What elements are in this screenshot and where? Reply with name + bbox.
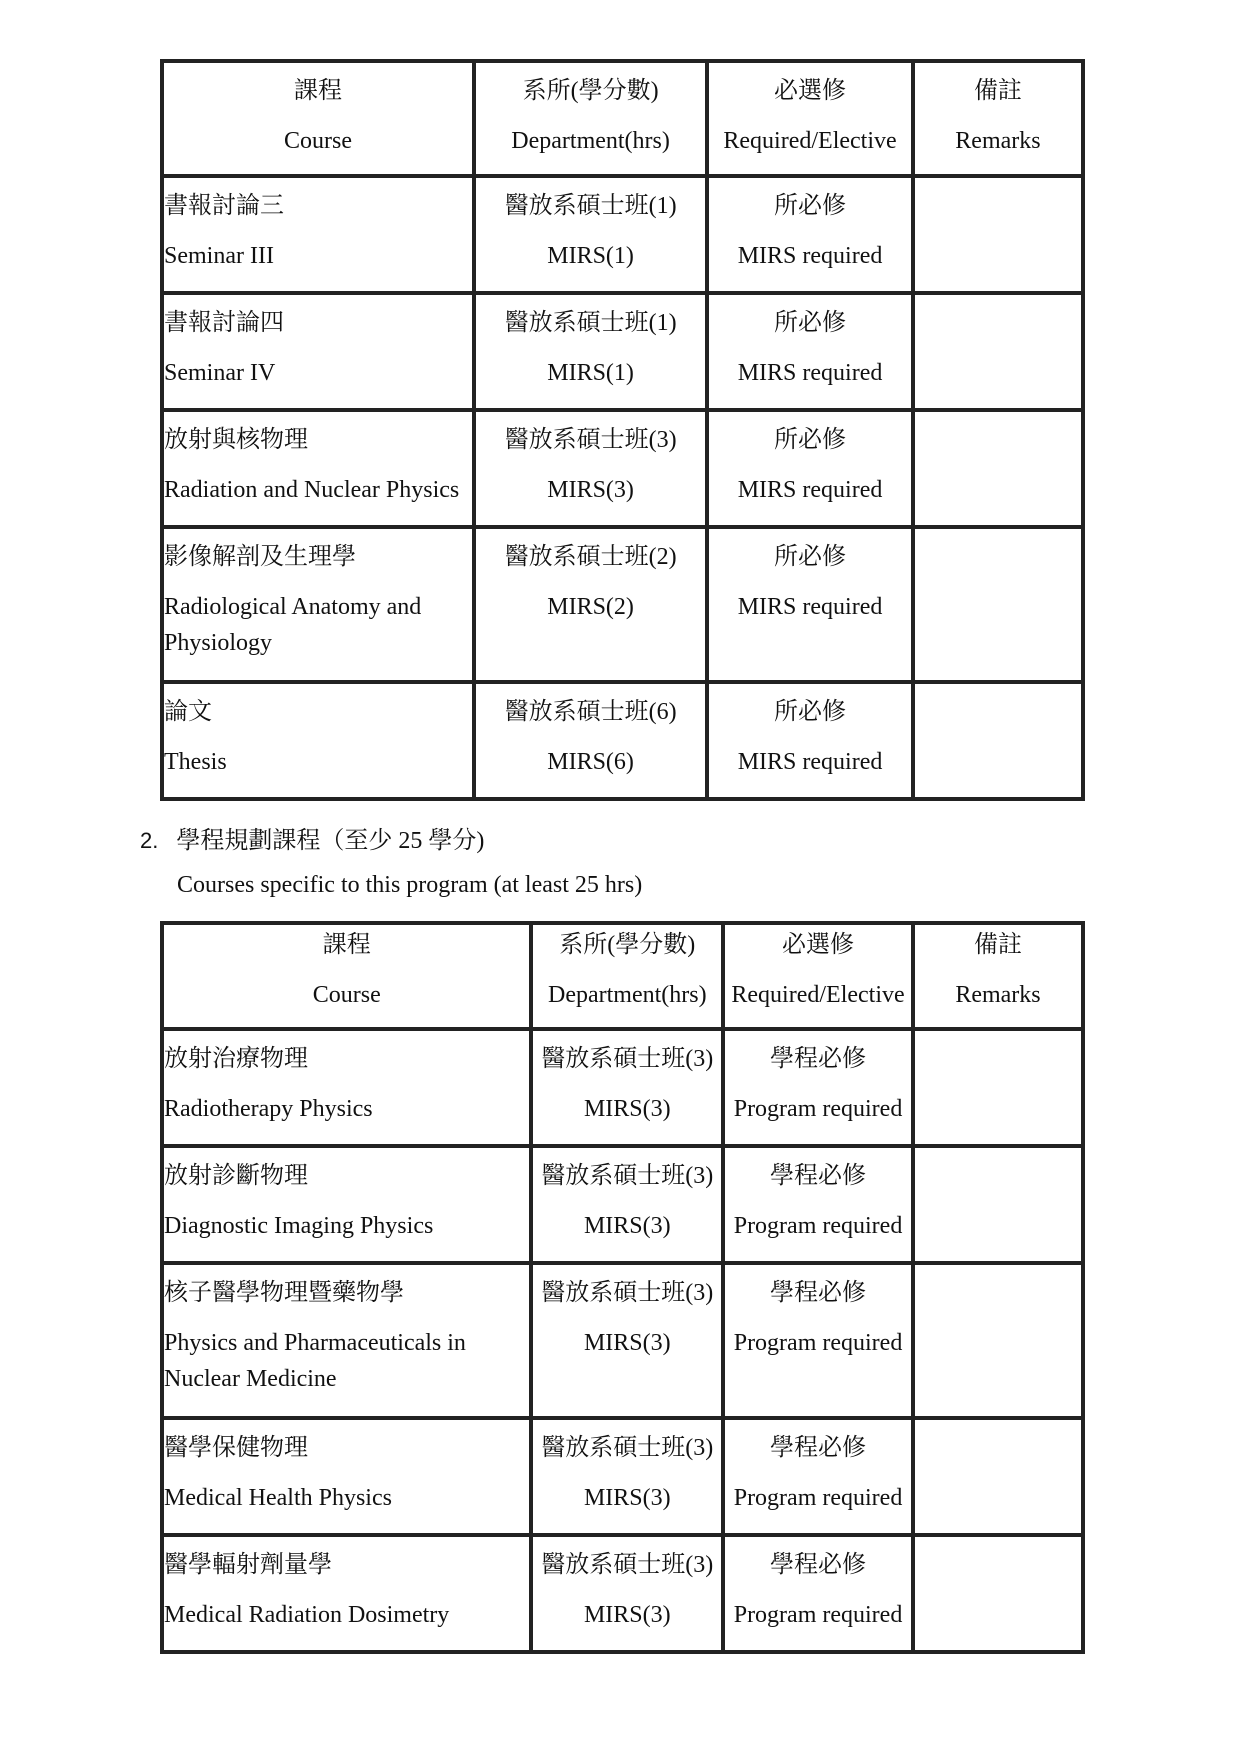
table-row [162, 293, 1083, 410]
remarks-cell [913, 1029, 1083, 1146]
course-cell: 醫學輻射劑量學 Medical Radiation Dosimetry [162, 1535, 531, 1652]
course-cell: 核子醫學物理暨藥物學 Physics and Pharmaceuticals in Nuclear Medicine [162, 1263, 531, 1418]
table-header-row [162, 923, 1083, 1029]
section-2-heading [140, 820, 484, 855]
department-cell: 醫放系碩士班(1) MIRS(1) [474, 176, 707, 293]
required-courses-table [160, 59, 1085, 801]
section-number: 2. [140, 828, 159, 853]
header-remarks: 備註 Remarks [913, 61, 1083, 176]
remarks-cell [913, 293, 1083, 410]
header-course: 課程 Course [162, 61, 474, 176]
remarks-cell [913, 527, 1083, 682]
department-cell: 醫放系碩士班(3) MIRS(3) [531, 1146, 723, 1263]
section-2-subtitle [177, 872, 642, 899]
department-cell: 醫放系碩士班(3) MIRS(3) [531, 1535, 723, 1652]
required-cell: 學程必修 Program required [723, 1535, 913, 1652]
course-cell: 影像解剖及生理學 Radiological Anatomy and Physiology [162, 527, 474, 682]
remarks-cell [913, 682, 1083, 799]
remarks-cell [913, 176, 1083, 293]
table-header-row [162, 61, 1083, 176]
required-cell: 學程必修 Program required [723, 1146, 913, 1263]
course-cell: 書報討論四 Seminar IV [162, 293, 474, 410]
table-row [162, 1146, 1083, 1263]
header-required-elective: 必選修 Required/Elective [723, 923, 913, 1029]
header-remarks: 備註 Remarks [913, 923, 1083, 1029]
table-row [162, 682, 1083, 799]
required-cell: 學程必修 Program required [723, 1029, 913, 1146]
course-cell: 放射診斷物理 Diagnostic Imaging Physics [162, 1146, 531, 1263]
required-cell: 所必修 MIRS required [707, 682, 913, 799]
header-department: 系所(學分數) Department(hrs) [531, 923, 723, 1029]
remarks-cell [913, 1418, 1083, 1535]
course-cell: 書報討論三 Seminar III [162, 176, 474, 293]
department-cell: 醫放系碩士班(1) MIRS(1) [474, 293, 707, 410]
table-row [162, 1263, 1083, 1418]
remarks-cell [913, 1146, 1083, 1263]
table-row [162, 410, 1083, 527]
program-courses-table [160, 921, 1085, 1654]
required-cell: 所必修 MIRS required [707, 176, 913, 293]
section-title-zh: 學程規劃課程（至少 25 學分) [176, 828, 485, 854]
required-cell: 學程必修 Program required [723, 1263, 913, 1418]
required-cell: 學程必修 Program required [723, 1418, 913, 1535]
table-row [162, 1418, 1083, 1535]
remarks-cell [913, 1535, 1083, 1652]
remarks-cell [913, 1263, 1083, 1418]
course-cell: 論文 Thesis [162, 682, 474, 799]
required-cell: 所必修 MIRS required [707, 410, 913, 527]
department-cell: 醫放系碩士班(6) MIRS(6) [474, 682, 707, 799]
table-row [162, 527, 1083, 682]
table-row [162, 1535, 1083, 1652]
header-course: 課程 Course [162, 923, 531, 1029]
course-cell: 醫學保健物理 Medical Health Physics [162, 1418, 531, 1535]
section-title-en: Courses specific to this program (at least 25 hrs) [177, 872, 643, 898]
course-cell: 放射與核物理 Radiation and Nuclear Physics [162, 410, 474, 527]
table-row [162, 176, 1083, 293]
remarks-cell [913, 410, 1083, 527]
department-cell: 醫放系碩士班(3) MIRS(3) [531, 1418, 723, 1535]
required-cell: 所必修 MIRS required [707, 527, 913, 682]
header-department: 系所(學分數) Department(hrs) [474, 61, 707, 176]
department-cell: 醫放系碩士班(3) MIRS(3) [531, 1029, 723, 1146]
table-row [162, 1029, 1083, 1146]
header-required-elective: 必選修 Required/Elective [707, 61, 913, 176]
course-cell: 放射治療物理 Radiotherapy Physics [162, 1029, 531, 1146]
department-cell: 醫放系碩士班(3) MIRS(3) [531, 1263, 723, 1418]
department-cell: 醫放系碩士班(2) MIRS(2) [474, 527, 707, 682]
required-cell: 所必修 MIRS required [707, 293, 913, 410]
department-cell: 醫放系碩士班(3) MIRS(3) [474, 410, 707, 527]
